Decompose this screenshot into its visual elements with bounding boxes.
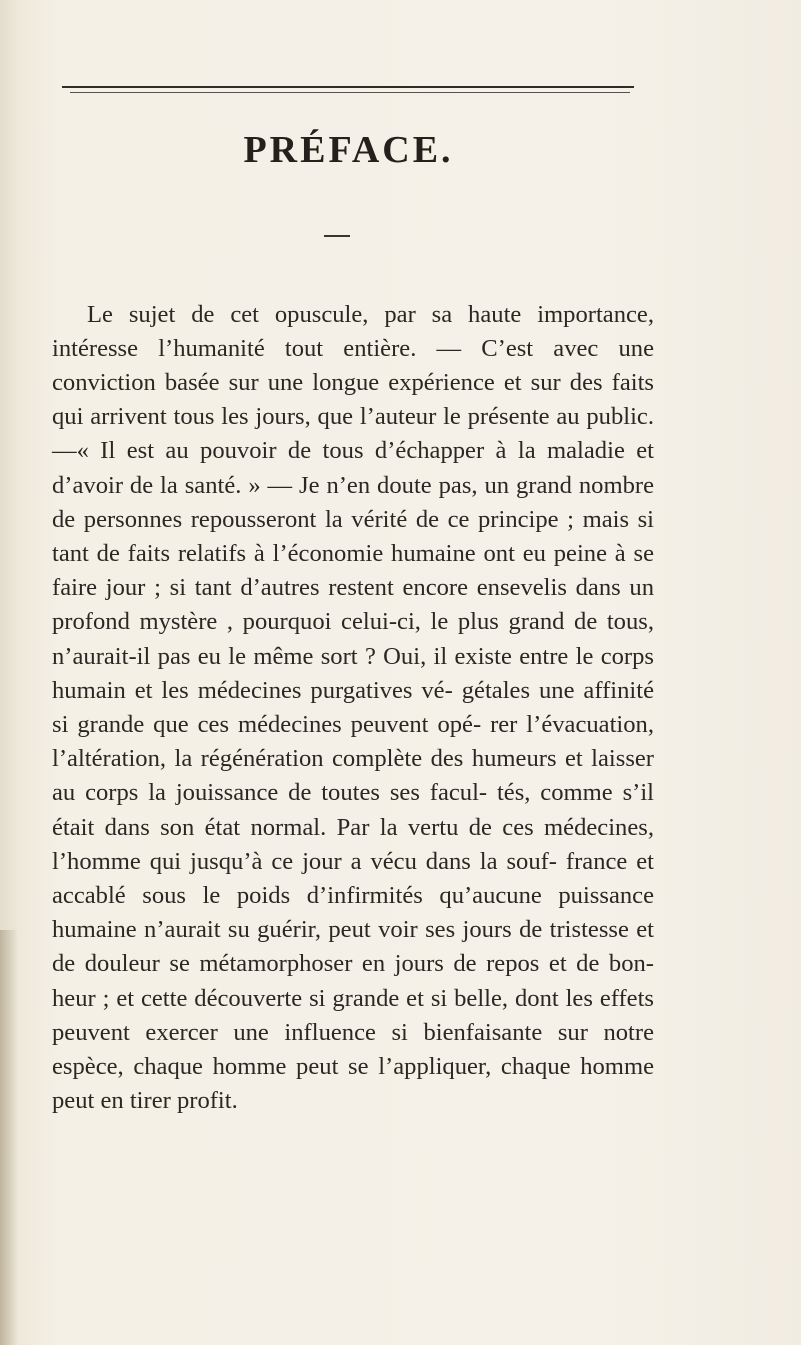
page-title: PRÉFACE.	[243, 129, 454, 171]
top-rule	[62, 86, 634, 88]
page-edge-shadow	[0, 930, 18, 1345]
preface-paragraph: Le sujet de cet opuscule, par sa haute importance, intéresse l’humanité tout entière. — C’est avec une conviction basée sur une longue expérience et sur des faits qui arrivent tous les jours, que l’auteur le présente au public.—« Il est au pouvoir de tous d’échapper à la maladie et d’avoir de la santé. » — Je n’en doute pas, un grand nombre de personnes repousseront la vérité de ce principe ; mais si tant de faits relatifs à l’économie humaine ont eu peine à se faire jour ; si tant d’autres restent encore ensevelis dans un profond mystère , pourquoi celui-ci, le plus grand de tous, n’aurait-il pas eu le même sort ? Oui, il existe entre le corps humain et les médecines purgatives vé- gétales une affinité si grande que ces médecines peuvent opé- rer l’évacuation, l’altération, la régénération complète des humeurs et laisser au corps la jouissance de toutes ses facul- tés, comme s’il était dans son état normal. Par la vertu de ces médecines, l’homme qui jusqu’à ce jour a vécu dans la souf- france et accablé sous le poids d’infirmités qu’aucune puissance humaine n’aurait su guérir, peut voir ses jours de tristesse et de douleur se métamorphoser en jours de repos et de bon- heur ; et cette découverte si grande et si belle, dont les effets peuvent exercer une influence si bienfaisante sur notre espèce, chaque homme peut se l’appliquer, chaque homme peut en tirer profit.	[52, 300, 654, 1115]
top-rule-thin	[70, 92, 630, 93]
title-separator	[324, 235, 350, 237]
